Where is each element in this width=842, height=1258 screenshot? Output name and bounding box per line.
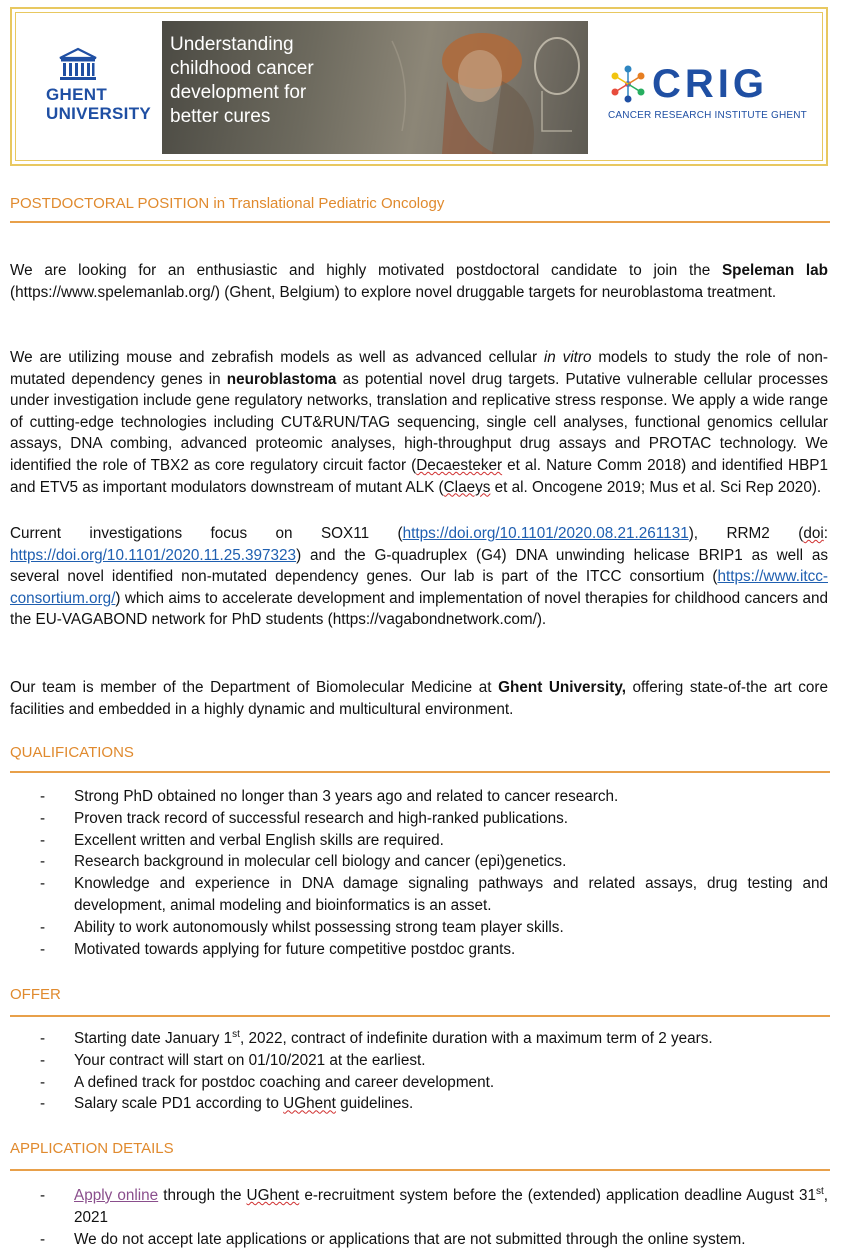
- in-vitro-term: in vitro: [543, 349, 592, 366]
- speleman-lab-name: Speleman lab: [721, 262, 828, 279]
- title-divider: [10, 221, 830, 223]
- bullet-dash: -: [40, 940, 46, 958]
- ghent-university-building-icon: [56, 47, 100, 83]
- ughent-term: UGhent: [246, 1187, 300, 1204]
- qualification-text: Motivated towards applying for future competitive postdoc grants.: [74, 940, 516, 958]
- neuroblastoma-term: neuroblastoma: [226, 370, 337, 388]
- qualification-text: Excellent written and verbal English skills are required.: [74, 831, 444, 849]
- intro-p4-text-c: offering state-of-the art core facilities and embedded in a highly dynamic and multicultural environment.: [10, 679, 829, 718]
- bullet-dash: -: [40, 831, 46, 849]
- qualifications-heading: QUALIFICATIONS: [10, 744, 134, 761]
- intro-paragraph-4: [10, 677, 828, 720]
- application-text-a: through the: [158, 1187, 247, 1204]
- offer-track-text: A defined track for postdoc coaching and career development.: [74, 1073, 495, 1091]
- offer-salary-text: Salary scale PD1 according to: [74, 1095, 284, 1113]
- list-item: [10, 808, 828, 830]
- intro-p2-text-c: models to study the role of non-mutated dependency genes in: [10, 349, 828, 388]
- offer-start-text: Starting date January 1: [74, 1030, 233, 1047]
- list-item: [10, 1050, 828, 1072]
- bullet-dash: -: [40, 1230, 46, 1248]
- itcc-consortium-link[interactable]: https://www.itcc-consortium.org/: [10, 568, 828, 607]
- application-heading: APPLICATION DETAILS: [10, 1140, 174, 1157]
- hero-text: Understanding childhood cancer development for better cures: [170, 34, 314, 127]
- offer-salary-text-2: guidelines.: [335, 1095, 414, 1113]
- ugent-line1: GHENT: [46, 85, 107, 104]
- bullet-dash: -: [40, 809, 46, 827]
- offer-divider: [10, 1015, 830, 1017]
- qualifications-list: [10, 786, 828, 960]
- crig-molecule-icon: [610, 64, 646, 104]
- list-item: [10, 939, 828, 961]
- application-late-text: We do not accept late applications or applications that are not submitted through the online system.: [74, 1230, 746, 1248]
- page-title: POSTDOCTORAL POSITION in Translational Pediatric Oncology: [10, 195, 445, 212]
- list-item: [10, 1185, 828, 1229]
- intro-p1-text: We are looking for an enthusiastic and highly motivated postdoctoral candidate to join the: [10, 262, 722, 279]
- intro-paragraph-2: [10, 347, 828, 498]
- intro-p3-text-b: ), RRM2 (: [688, 525, 804, 542]
- bullet-dash: -: [40, 1030, 46, 1047]
- intro-p1-text-2: (https://www.spelemanlab.org/) (Ghent, Belgium) to explore novel druggable targets for neuroblastoma treatment.: [10, 283, 777, 301]
- list-item: [10, 917, 828, 939]
- hero-image: [162, 21, 588, 154]
- ghent-university-name: Ghent University,: [498, 679, 626, 696]
- application-list: [10, 1185, 828, 1250]
- header-banner: [10, 7, 828, 166]
- list-item: [10, 1072, 828, 1094]
- qualification-text: Strong PhD obtained no longer than 3 years ago and related to cancer research.: [74, 788, 619, 805]
- ugent-line2: UNIVERSITY: [46, 104, 152, 123]
- bullet-dash: -: [40, 788, 46, 805]
- bullet-dash: -: [40, 1187, 46, 1204]
- bullet-dash: -: [40, 853, 46, 871]
- apply-online-link[interactable]: Apply online: [74, 1187, 159, 1204]
- list-item: [10, 873, 828, 917]
- sox11-doi-link[interactable]: https://doi.org/10.1101/2020.08.21.261131: [402, 525, 689, 542]
- qualification-text: Research background in molecular cell biology and cancer (epi)genetics.: [74, 853, 567, 871]
- ughent-term: UGhent: [283, 1095, 336, 1113]
- intro-p3-text-a: Current investigations focus on SOX11 (: [10, 525, 403, 542]
- crig-subtitle: CANCER RESEARCH INSTITUTE GHENT: [608, 110, 807, 121]
- intro-p2-text-i: et al. Oncogene 2019; Mus et al. Sci Rep 2020).: [490, 478, 822, 496]
- offer-start-text-2: , 2022, contract of indefinite duration with a maximum term of 2 years.: [239, 1030, 713, 1047]
- offer-list: [10, 1028, 828, 1115]
- qualification-text: Knowledge and experience in DNA damage signaling pathways and related assays, drug testing and development, animal modeling and bioinformatics is an asset.: [74, 875, 828, 914]
- intro-p2-text-e: as potential novel drug targets. Putative vulnerable cellular processes under investigation include gene regulatory networks, translation and replicative stress response. We apply a wide range of cutting-edge technologies including CUT&RUN/TAG sequencing, single cell analyses, functional genomics cellular assays, DNA combing, advanced proteomic analyses, high-throughput drug assays and PROTAC technology. We identified the role of TBX2 as core regulatory circuit factor (: [10, 370, 828, 474]
- offer-contract-text: Your contract will start on 01/10/2021 at the earliest.: [74, 1051, 426, 1069]
- bullet-dash: -: [40, 918, 46, 936]
- list-item: [10, 830, 828, 852]
- intro-p2-text-a: We are utilizing mouse and zebrafish models as well as advanced cellular: [10, 349, 544, 366]
- bullet-dash: -: [40, 1051, 46, 1069]
- intro-paragraph-3: [10, 523, 828, 631]
- bullet-dash: -: [40, 1073, 46, 1091]
- ordinal-suffix: st: [232, 1028, 240, 1040]
- doi-label: doi: [803, 525, 824, 542]
- decaesteker-citation: Decaesteker: [416, 456, 503, 474]
- intro-p2-text-g: et al. Nature Comm 2018) and identified HBP1 and ETV5 as important modulators downstream of mutant ALK (: [10, 456, 828, 496]
- qualification-text: Proven track record of successful research and high-ranked publications.: [74, 809, 569, 827]
- qualification-text: Ability to work autonomously whilst possessing strong team player skills.: [74, 918, 564, 936]
- intro-p4-text-a: Our team is member of the Department of Biomolecular Medicine at: [10, 679, 499, 696]
- application-divider: [10, 1169, 830, 1171]
- list-item: [10, 1028, 828, 1050]
- application-year-text: , 2021: [74, 1187, 828, 1226]
- list-item: [10, 786, 828, 808]
- ordinal-suffix: st: [815, 1185, 824, 1197]
- list-item: [10, 1093, 828, 1115]
- intro-p3-colon: :: [823, 525, 828, 542]
- rrm2-doi-link[interactable]: https://doi.org/10.1101/2020.11.25.397323: [10, 546, 297, 564]
- application-deadline-text: e-recruitment system before the (extended) application deadline August 31: [299, 1187, 816, 1204]
- qualifications-divider: [10, 771, 830, 773]
- list-item: [10, 851, 828, 873]
- claeys-citation: Claeys: [443, 478, 491, 496]
- bullet-dash: -: [40, 1095, 46, 1113]
- crig-wordmark: CRIG: [652, 62, 768, 106]
- list-item: [10, 1229, 828, 1251]
- bullet-dash: -: [40, 875, 46, 893]
- intro-paragraph-1: [10, 260, 828, 303]
- intro-p3-text-d: ) and the G-quadruplex (G4) DNA unwinding helicase BRIP1 as well as several novel identified non-mutated dependency genes. Our lab is part of the ITCC consortium (: [10, 546, 828, 586]
- intro-p3-text-e: ) which aims to accelerate development and implementation of novel therapies for childhood cancers and the EU-VAGABOND network for PhD students (https://vagabondnetwork.com/).: [10, 589, 828, 629]
- offer-heading: OFFER: [10, 986, 61, 1003]
- ghent-university-logo: [46, 47, 152, 123]
